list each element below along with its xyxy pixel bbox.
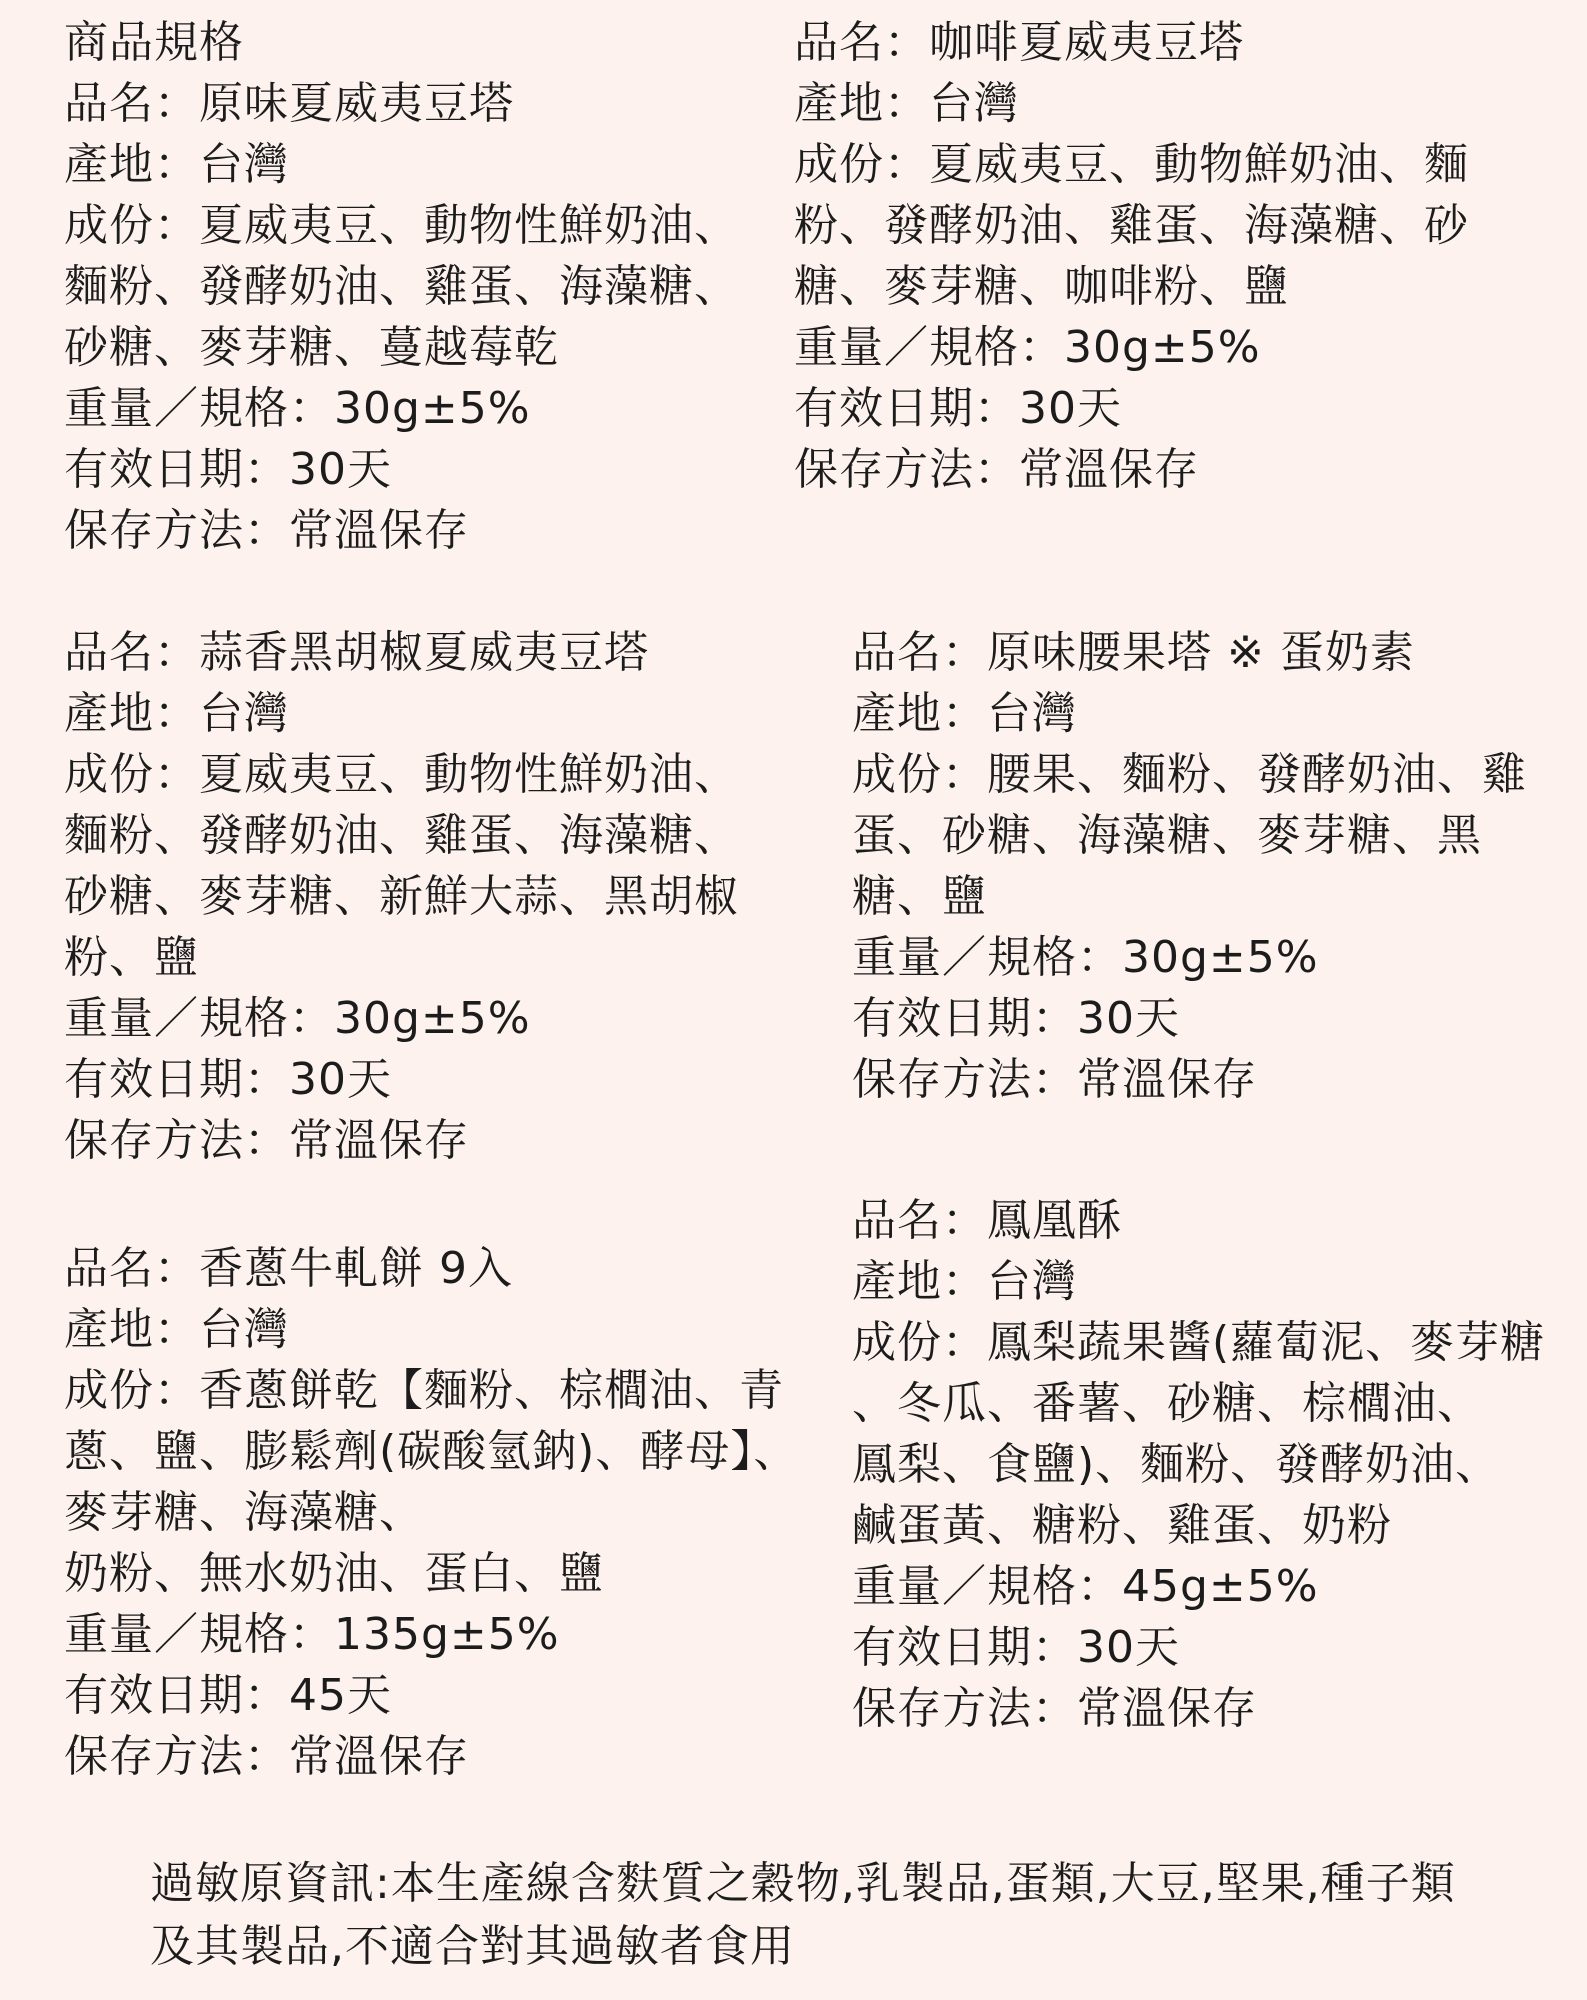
product-weight: 重量／規格：30g±5% bbox=[794, 322, 1261, 373]
product-ingredients-cont: 蔥、鹽、膨鬆劑(碳酸氫鈉)、酵母】、 bbox=[64, 1426, 799, 1477]
product-ingredients-cont: 麵粉、發酵奶油、雞蛋、海藻糖、 bbox=[64, 810, 739, 861]
product-ingredients: 成份：腰果、麵粉、發酵奶油、雞 bbox=[852, 749, 1527, 800]
product-spec-cashew bbox=[852, 622, 1527, 1110]
product-spec-scallion bbox=[64, 1238, 798, 1787]
product-origin: 產地：台灣 bbox=[64, 688, 289, 739]
product-storage: 保存方法：常溫保存 bbox=[64, 505, 469, 556]
product-ingredients-cont: 麥芽糖、海藻糖、 bbox=[64, 1487, 424, 1538]
product-storage: 保存方法：常溫保存 bbox=[794, 444, 1199, 495]
product-ingredients-cont: 麵粉、發酵奶油、雞蛋、海藻糖、 bbox=[64, 261, 739, 312]
product-expiry: 有效日期：45天 bbox=[64, 1670, 392, 1721]
product-ingredients-cont: 鳳梨、食鹽)、麵粉、發酵奶油、 bbox=[852, 1439, 1501, 1490]
allergen-notice bbox=[150, 1852, 1456, 1978]
allergen-line: 過敏原資訊:本生產線含麩質之穀物,乳製品,蛋類,大豆,堅果,種子類 bbox=[150, 1858, 1456, 1909]
product-ingredients-cont: 糖、鹽 bbox=[852, 871, 987, 922]
product-name: 品名：咖啡夏威夷豆塔 bbox=[794, 17, 1244, 68]
product-name: 品名：香蔥牛軋餅 9入 bbox=[64, 1243, 513, 1294]
allergen-line: 及其製品,不適合對其過敏者食用 bbox=[150, 1921, 795, 1972]
product-storage: 保存方法：常溫保存 bbox=[64, 1731, 469, 1782]
product-weight: 重量／規格：30g±5% bbox=[852, 932, 1319, 983]
product-ingredients-cont: 砂糖、麥芽糖、蔓越莓乾 bbox=[64, 322, 559, 373]
product-expiry: 有效日期：30天 bbox=[64, 444, 392, 495]
product-origin: 產地：台灣 bbox=[64, 139, 289, 190]
product-name: 品名：蒜香黑胡椒夏威夷豆塔 bbox=[64, 627, 649, 678]
product-ingredients: 成份：鳳梨蔬果醬(蘿蔔泥、麥芽糖 bbox=[852, 1317, 1546, 1368]
product-expiry: 有效日期：30天 bbox=[794, 383, 1122, 434]
product-name: 品名：原味腰果塔 ※ 蛋奶素 bbox=[852, 627, 1415, 678]
product-origin: 產地：台灣 bbox=[64, 1304, 289, 1355]
product-name: 品名：原味夏威夷豆塔 bbox=[64, 78, 514, 129]
product-storage: 保存方法：常溫保存 bbox=[852, 1054, 1257, 1105]
page-title: 商品規格 bbox=[64, 17, 244, 68]
product-spec-phoenix bbox=[852, 1190, 1545, 1739]
product-ingredients: 成份：夏威夷豆、動物鮮奶油、麵 bbox=[794, 139, 1469, 190]
product-ingredients-cont: 、冬瓜、番薯、砂糖、棕櫚油、 bbox=[852, 1378, 1482, 1429]
product-ingredients-cont: 糖、麥芽糖、咖啡粉、鹽 bbox=[794, 261, 1289, 312]
product-ingredients: 成份：夏威夷豆、動物性鮮奶油、 bbox=[64, 200, 739, 251]
product-expiry: 有效日期：30天 bbox=[852, 993, 1180, 1044]
product-ingredients-cont: 砂糖、麥芽糖、新鮮大蒜、黑胡椒 bbox=[64, 871, 739, 922]
product-weight: 重量／規格：45g±5% bbox=[852, 1561, 1319, 1612]
product-expiry: 有效日期：30天 bbox=[852, 1622, 1180, 1673]
product-weight: 重量／規格：30g±5% bbox=[64, 383, 531, 434]
product-name: 品名：鳳凰酥 bbox=[852, 1195, 1122, 1246]
product-expiry: 有效日期：30天 bbox=[64, 1054, 392, 1105]
product-ingredients-cont: 粉、發酵奶油、雞蛋、海藻糖、砂 bbox=[794, 200, 1469, 251]
product-spec-coffee bbox=[794, 12, 1469, 500]
product-storage: 保存方法：常溫保存 bbox=[852, 1683, 1257, 1734]
product-storage: 保存方法：常溫保存 bbox=[64, 1115, 469, 1166]
product-ingredients-cont: 奶粉、無水奶油、蛋白、鹽 bbox=[64, 1548, 604, 1599]
product-ingredients: 成份：夏威夷豆、動物性鮮奶油、 bbox=[64, 749, 739, 800]
product-spec-original bbox=[64, 12, 739, 561]
product-weight: 重量／規格：30g±5% bbox=[64, 993, 531, 1044]
product-spec-garlic bbox=[64, 622, 739, 1171]
product-origin: 產地：台灣 bbox=[794, 78, 1019, 129]
product-ingredients: 成份：香蔥餅乾【麵粉、棕櫚油、青 bbox=[64, 1365, 784, 1416]
product-ingredients-cont: 粉、鹽 bbox=[64, 932, 199, 983]
product-origin: 產地：台灣 bbox=[852, 1256, 1077, 1307]
product-ingredients-cont: 蛋、砂糖、海藻糖、麥芽糖、黑 bbox=[852, 810, 1482, 861]
product-weight: 重量／規格：135g±5% bbox=[64, 1609, 560, 1660]
product-ingredients-cont: 鹹蛋黃、糖粉、雞蛋、奶粉 bbox=[852, 1500, 1392, 1551]
product-origin: 產地：台灣 bbox=[852, 688, 1077, 739]
